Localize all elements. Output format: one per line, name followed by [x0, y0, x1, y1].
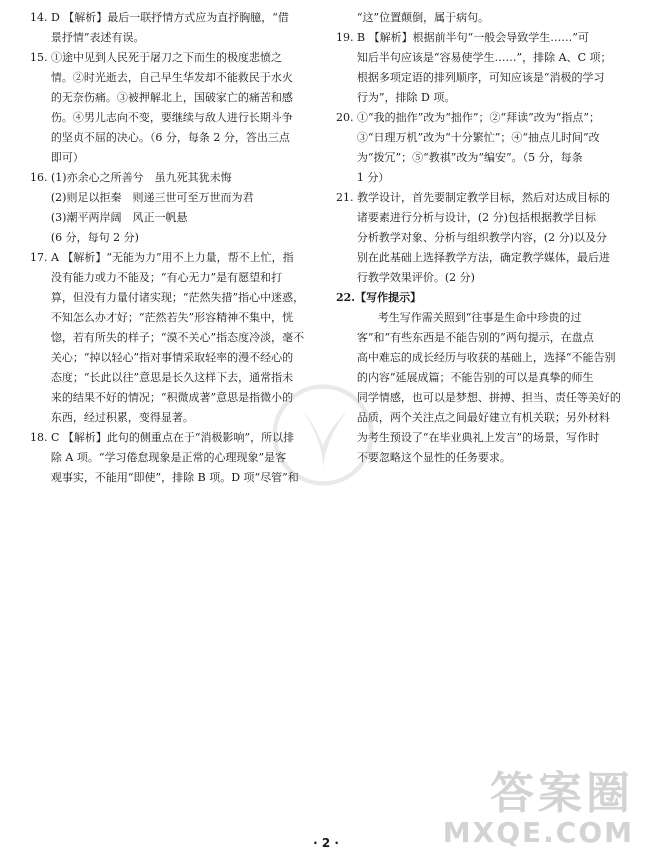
line: 即可）: [50, 151, 84, 164]
answer-15: [30, 48, 322, 168]
line: 14. D 【解析】最后一联抒情方式应为直抒胸臆，“借: [30, 11, 289, 24]
line: 算，但没有力量付诸实现；“茫然失措”指心中迷惑，: [50, 291, 305, 304]
line: 态度；“长此以往”意思是长久这样下去，通常指未: [50, 371, 294, 384]
line: 20. ①“我的拙作”改为“拙作”；②“拜读”改为“指点”；: [336, 111, 600, 124]
line: 知后半句应该是“容易使学生……”，排除 A、C 项；: [356, 51, 612, 64]
line: 来的结果不好的情况；“积微成著”意思是指微小的: [50, 391, 294, 404]
answer-18-continued: [336, 8, 628, 28]
line: 别在此基础上选择教学方法，确定教学媒体，最后进: [356, 251, 610, 264]
line: 21. 教学设计，首先要制定教学目标，然后对达成目标的: [336, 191, 610, 204]
line: 为考生预设了“在毕业典礼上发言”的场景，写作时: [356, 431, 600, 444]
line: 景抒情”表述有误。: [50, 31, 145, 44]
answer-22: [336, 288, 628, 468]
line: 同学情感，也可以是梦想、拼搏、担当、责任等美好的: [356, 391, 621, 404]
line: (2)则足以拒秦 则递三世可至万世而为君: [50, 191, 254, 204]
line: 16. (1)亦余心之所善兮 虽九死其犹未悔: [30, 171, 232, 184]
answer-20: [336, 108, 628, 188]
line: 客”和“有些东西是不能告别的”两句提示，在盘点: [356, 331, 594, 344]
watermark-en: MXQE.COM: [442, 816, 634, 849]
watermark-cn: 答案圈: [490, 768, 634, 819]
line: 的坚贞不屈的决心。（6 分，每条 2 分，答出三点: [50, 131, 290, 144]
answer-16: [30, 168, 322, 248]
line: ③“日理万机”改为“十分繁忙”；④“抽点儿时间”改: [356, 131, 600, 144]
right-column: [336, 8, 628, 468]
line: 分析教学对象、分析与组织教学内容，(2 分)以及分: [356, 231, 607, 244]
writing-tips-title: 22.【写作提示】: [336, 291, 422, 304]
line: 17. A 【解析】“无能为力”用不上力量，帮不上忙，指: [30, 251, 294, 264]
watermark-logo-icon: [268, 380, 378, 490]
line: 18. C 【解析】此句的侧重点在于“消极影响”，所以排: [30, 431, 295, 444]
line: 惚，若有所失的样子；“漠不关心”指态度冷淡，毫不: [50, 331, 305, 344]
line: 1 分）: [356, 171, 390, 184]
line: 观事实，不能用“即使”，排除 B 项。D 项“尽管”和: [50, 471, 299, 484]
line: 不要忽略这个显性的任务要求。: [356, 451, 511, 464]
line: 行为”，排除 D 项。: [356, 91, 456, 104]
answer-14: [30, 8, 322, 48]
line: 除 A 项。“学习倦怠现象是正常的心理现象”是客: [50, 451, 287, 464]
line: (6 分，每句 2 分): [50, 231, 139, 244]
line: 诸要素进行分析与设计，(2 分)包括根据教学目标: [356, 211, 596, 224]
page-number: · 2 ·: [313, 836, 339, 850]
line: 根据多项定语的排列顺序，可知应该是“消极的学习: [356, 71, 605, 84]
line: 品质，两个关注点之间最好建立有机关联；另外材料: [356, 411, 610, 424]
line: 伤。④男儿志向不变，要继续与敌人进行长期斗争: [50, 111, 293, 124]
line: 的无奈伤痛。③被押解北上，国破家亡的痛苦和感: [50, 91, 293, 104]
line: 行教学效果评价。(2 分): [356, 271, 475, 284]
answer-21: [336, 188, 628, 288]
line: 为“拨冗”；⑤“教祺”改为“编安”。（5 分，每条: [356, 151, 583, 164]
line: 关心；“掉以轻心”指对事情采取轻率的漫不经心的: [50, 351, 294, 364]
line: 高中难忘的成长经历与收获的基础上，选择“不能告别: [356, 351, 616, 364]
line: 不知怎么办才好；“茫然若失”形容精神不集中，恍: [50, 311, 294, 324]
line: 考生写作需关照到“往事是生命中珍贵的过: [377, 311, 582, 324]
line: 19. B 【解析】根据前半句“一般会导致学生……”可: [336, 31, 589, 44]
line: 的内容”延展成篇；不能告别的可以是真挚的师生: [356, 371, 594, 384]
line: 15. ①途中见到人民死于屠刀之下而生的极度悲愤之: [30, 51, 282, 64]
line: “这”位置颠倒，属于病句。: [356, 11, 490, 24]
line: 东西，经过积累，变得显著。: [50, 411, 194, 424]
line: 没有能力或力不能及；“有心无力”是有愿望和打: [50, 271, 283, 284]
line: (3)潮平两岸阔 风正一帆悬: [50, 211, 188, 224]
answer-19: [336, 28, 628, 108]
line: 情。②时光逝去，自己早生华发却不能救民于水火: [50, 71, 293, 84]
